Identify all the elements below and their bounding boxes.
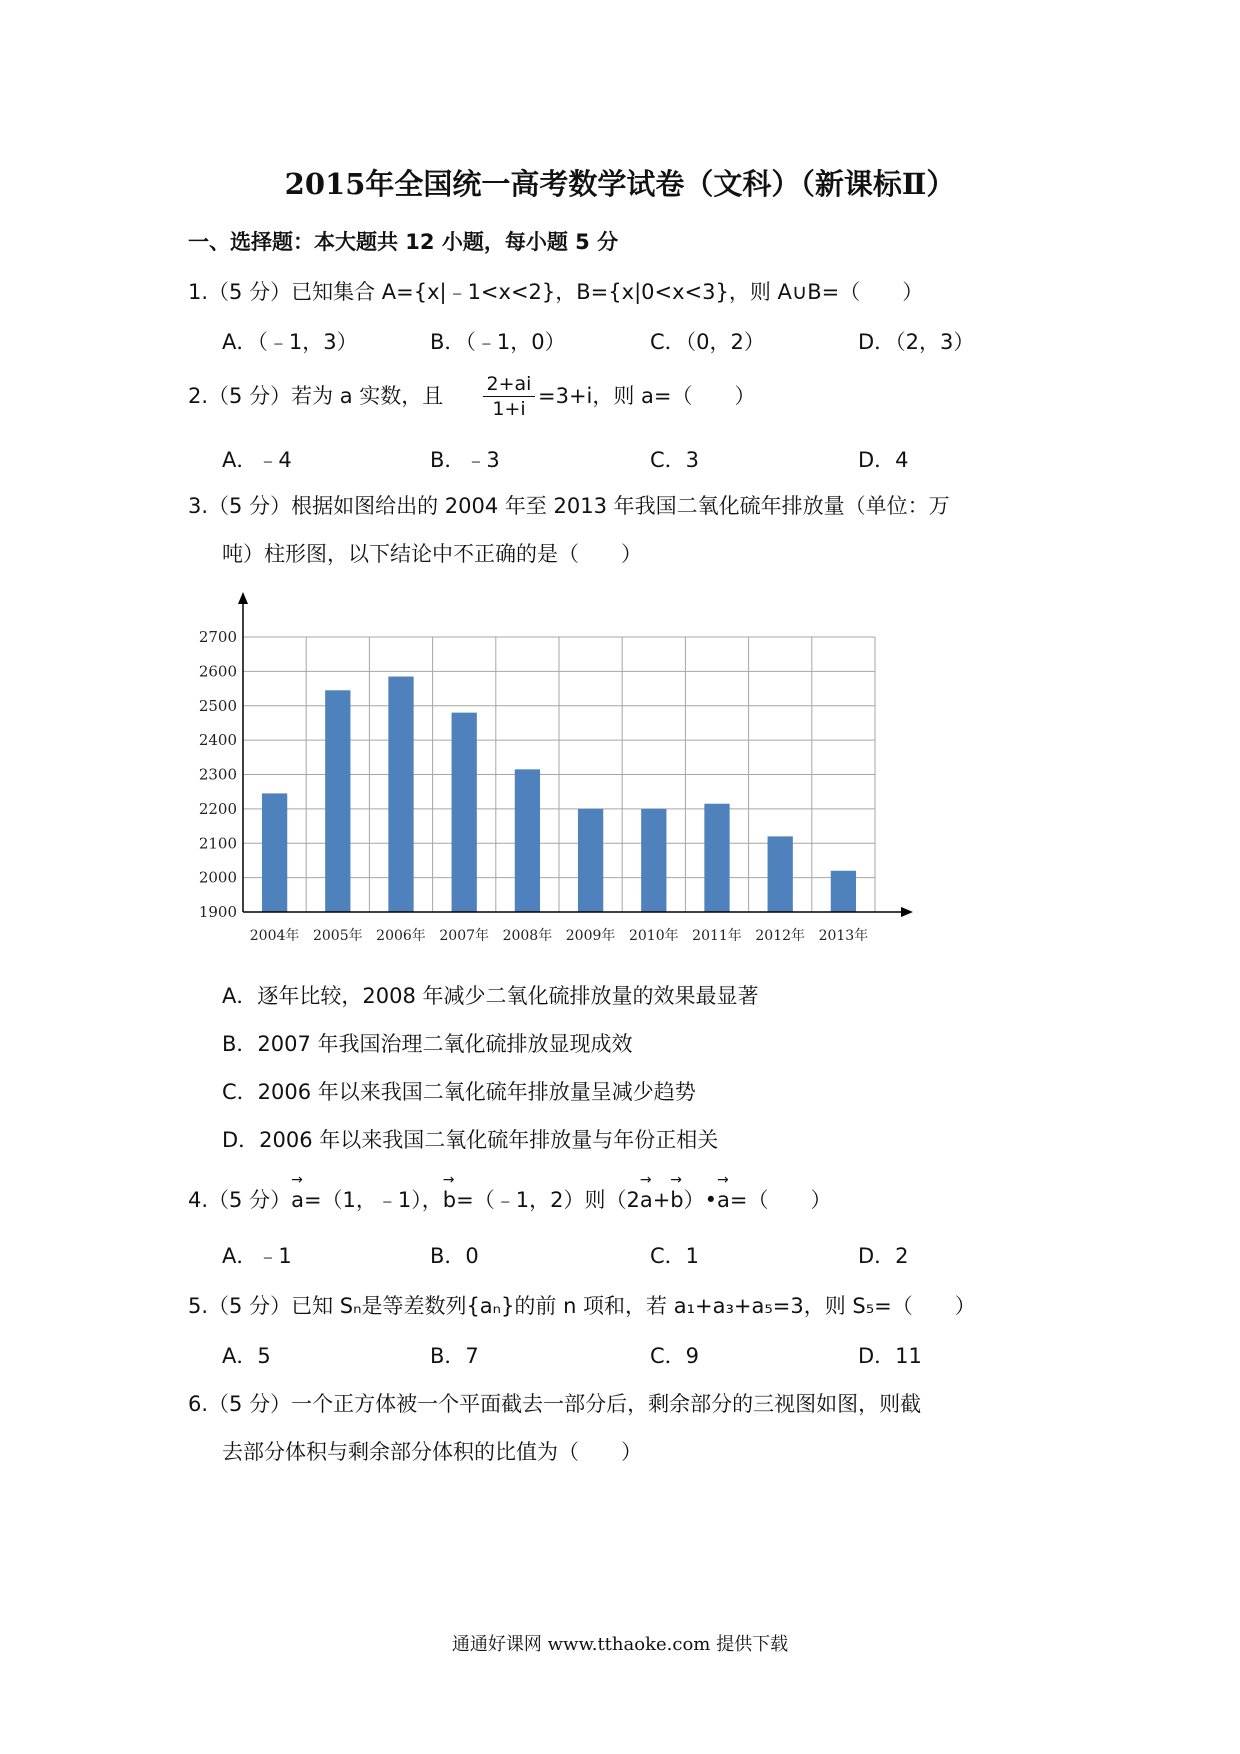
bar-2013年 bbox=[831, 871, 856, 912]
x-tick-label: 2005年 bbox=[312, 928, 363, 944]
bar-2007年 bbox=[452, 713, 477, 912]
x-tick-label: 2012年 bbox=[755, 928, 806, 944]
question-1-stem: 1.（5 分）已知集合 A={x|﹣1<x<2}，B={x|0<x<3}，则 A∪B=（ ） bbox=[188, 280, 924, 304]
bar-2010年 bbox=[641, 809, 666, 912]
bar-2005年 bbox=[325, 690, 350, 912]
q4-option-b: B．0 bbox=[430, 1244, 479, 1268]
q3-option-d: D．2006 年以来我国二氧化硫年排放量与年份正相关 bbox=[222, 1128, 719, 1152]
bar-2011年 bbox=[704, 804, 729, 912]
q2-fraction-numerator: 2+ai bbox=[483, 372, 535, 397]
bar-2004年 bbox=[262, 793, 287, 912]
q4-part-4: + bbox=[652, 1188, 671, 1212]
x-tick-label: 2007年 bbox=[439, 928, 490, 944]
q4-part-5: ）• bbox=[683, 1188, 718, 1212]
question-2-stem-pre: 2.（5 分）若为 a 实数，且 bbox=[188, 384, 444, 408]
bar-2006年 bbox=[388, 677, 413, 912]
y-tick-label: 1900 bbox=[198, 903, 237, 921]
vector-a: → a bbox=[639, 1172, 653, 1212]
vector-arrow-icon: → bbox=[291, 1172, 303, 1188]
q3-option-c: C．2006 年以来我国二氧化硫年排放量呈减少趋势 bbox=[222, 1080, 696, 1104]
question-4-stem bbox=[188, 1172, 832, 1214]
x-tick-label: 2008年 bbox=[502, 928, 553, 944]
vector-arrow-icon: → bbox=[442, 1172, 455, 1188]
exam-title: 2015年全国统一高考数学试卷（文科）（新课标Ⅱ） bbox=[284, 167, 956, 201]
y-tick-label: 2200 bbox=[198, 799, 237, 818]
question-3-stem-line1: 3.（5 分）根据如图给出的 2004 年至 2013 年我国二氧化硫年排放量（单位：万 bbox=[188, 494, 950, 518]
q1-option-b: B．（﹣1，0） bbox=[430, 330, 566, 354]
vector-arrow-icon: → bbox=[717, 1172, 729, 1188]
question-2-stem-post: =3+i，则 a=（ ） bbox=[538, 384, 756, 408]
q4-part-1: 4.（5 分） bbox=[188, 1188, 292, 1212]
question-6-stem-line1: 6.（5 分）一个正方体被一个平面截去一部分后，剩余部分的三视图如图，则截 bbox=[188, 1392, 922, 1416]
y-tick-label: 2300 bbox=[198, 765, 237, 784]
x-axis-arrow-icon bbox=[901, 907, 913, 917]
q4-option-c: C．1 bbox=[650, 1244, 700, 1268]
q3-option-a: A．逐年比较，2008 年减少二氧化硫排放量的效果最显著 bbox=[222, 984, 759, 1008]
q5-option-d: D．11 bbox=[858, 1344, 922, 1368]
x-tick-label: 2009年 bbox=[565, 928, 616, 944]
x-tick-label: 2011年 bbox=[692, 928, 742, 944]
x-tick-label: 2004年 bbox=[249, 928, 300, 944]
so2-emission-bar-chart bbox=[180, 592, 920, 952]
y-tick-label: 2400 bbox=[198, 731, 237, 750]
vector-b: → b bbox=[670, 1172, 684, 1212]
q2-option-c: C．3 bbox=[650, 448, 700, 472]
y-tick-label: 2500 bbox=[198, 696, 237, 715]
x-tick-labels bbox=[250, 927, 868, 944]
q1-option-c: C．（0，2） bbox=[650, 330, 765, 354]
y-tick-label: 2700 bbox=[198, 628, 237, 646]
x-tick-label: 2006年 bbox=[376, 928, 426, 944]
bar-2009年 bbox=[578, 809, 603, 912]
q3-option-b: B．2007 年我国治理二氧化硫排放显现成效 bbox=[222, 1032, 633, 1056]
x-tick-label: 2013年 bbox=[818, 928, 869, 944]
vector-arrow-icon: → bbox=[639, 1172, 652, 1188]
vector-a: → a bbox=[291, 1172, 304, 1212]
question-3-stem-line2: 吨）柱形图，以下结论中不正确的是（ ） bbox=[222, 542, 642, 566]
q4-part-3: =（﹣1，2）则（2 bbox=[456, 1188, 640, 1212]
bar-2008年 bbox=[515, 769, 540, 912]
footer-credit: 通通好课网 www.tthaoke.com 提供下载 bbox=[451, 1634, 789, 1655]
vector-a: → a bbox=[717, 1172, 730, 1212]
y-tick-label: 2000 bbox=[198, 868, 237, 887]
bar-2012年 bbox=[768, 836, 793, 912]
q2-option-a: A．﹣4 bbox=[222, 448, 292, 472]
y-tick-label: 2100 bbox=[198, 834, 237, 853]
q4-option-a: A．﹣1 bbox=[222, 1244, 292, 1268]
q2-option-b: B．﹣3 bbox=[430, 448, 500, 472]
y-tick-labels bbox=[199, 628, 237, 921]
q4-part-6: =（ ） bbox=[729, 1188, 832, 1212]
y-axis-arrow-icon bbox=[238, 592, 248, 604]
q5-option-b: B．7 bbox=[430, 1344, 479, 1368]
q2-fraction bbox=[483, 372, 535, 421]
question-6-stem-line2: 去部分体积与剩余部分体积的比值为（ ） bbox=[222, 1440, 642, 1464]
q2-fraction-denominator: 1+i bbox=[492, 398, 526, 420]
question-5-stem: 5.（5 分）已知 Sₙ是等差数列{aₙ}的前 n 项和，若 a₁+a₃+a₅=3，则 S₅=（ ） bbox=[188, 1294, 976, 1318]
x-tick-label: 2010年 bbox=[628, 928, 679, 944]
y-tick-label: 2600 bbox=[198, 662, 237, 681]
q5-option-a: A．5 bbox=[222, 1344, 271, 1368]
q4-option-d: D．2 bbox=[858, 1244, 909, 1268]
q1-option-a: A．（﹣1，3） bbox=[222, 330, 358, 354]
q1-option-d: D．（2，3） bbox=[858, 330, 975, 354]
vector-b: → b bbox=[442, 1172, 457, 1212]
section-heading: 一、选择题：本大题共 12 小题，每小题 5 分 bbox=[188, 230, 619, 254]
q4-part-2: =（1，﹣1）， bbox=[303, 1188, 443, 1212]
q5-option-c: C．9 bbox=[650, 1344, 700, 1368]
vector-arrow-icon: → bbox=[670, 1172, 683, 1188]
q2-option-d: D．4 bbox=[858, 448, 909, 472]
